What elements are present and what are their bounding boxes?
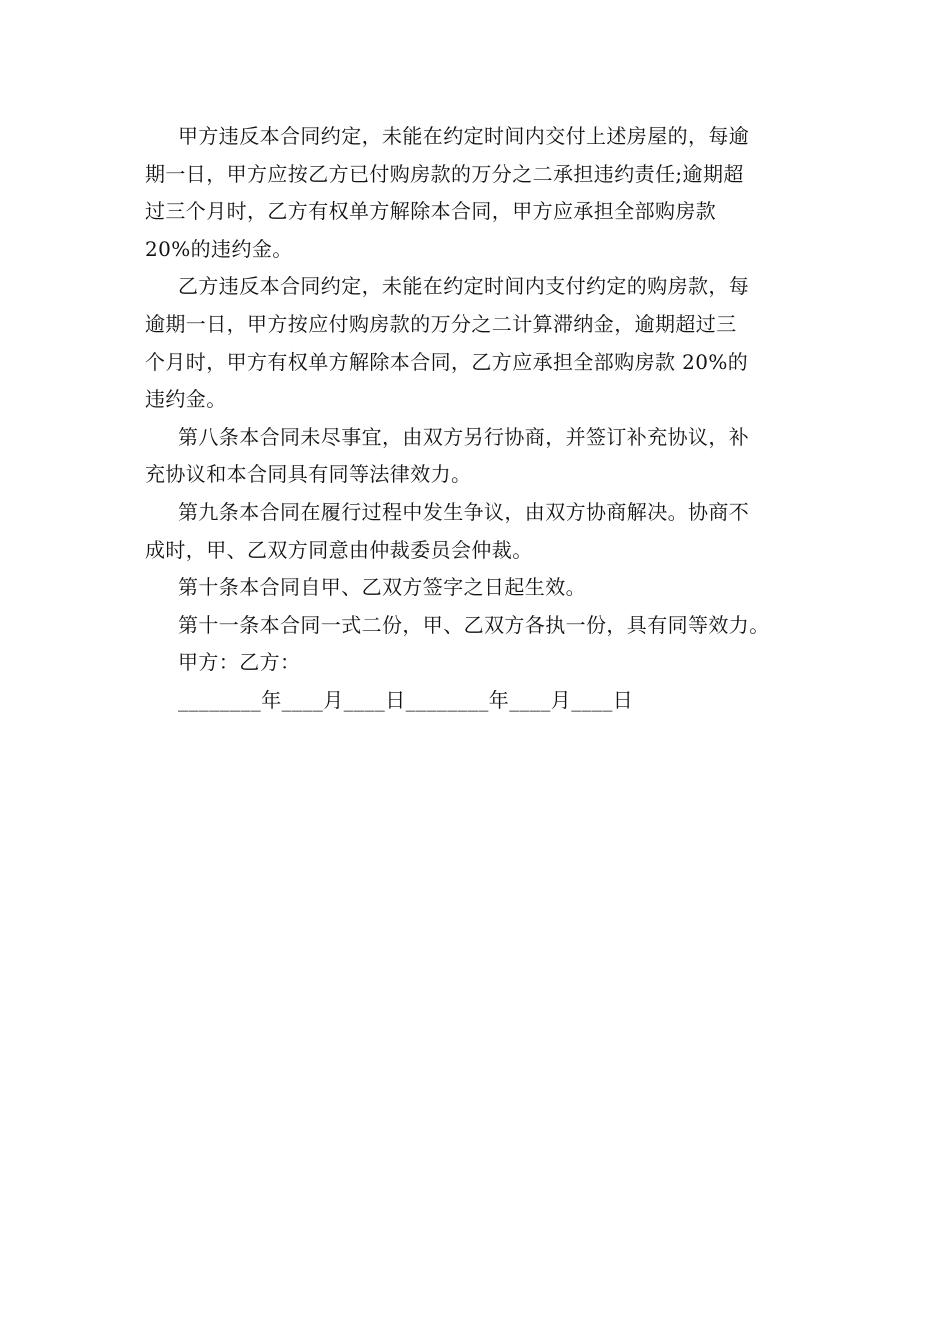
paragraph-line: 成时，甲、乙双方同意由仲裁委员会仲裁。 [145,537,533,562]
paragraph-line: 乙方违反本合同约定，未能在约定时间内支付约定的购房款，每 [178,274,750,299]
paragraph-line: 第十一条本合同一式二份，甲、乙双方各执一份，具有同等效力。 [178,612,770,637]
paragraph-line: 第九条本合同在履行过程中发生争议，由双方协商解决。协商不 [178,499,750,524]
paragraph-line: 过三个月时，乙方有权单方解除本合同，甲方应承担全部购房款 [145,199,717,224]
paragraph-line: 20%的违约金。 [145,236,293,261]
signature-date-line: ________年____月____日________年____月____日 [178,687,634,712]
paragraph-line: 违约金。 [145,387,227,412]
paragraph-line: 期一日，甲方应按乙方已付购房款的万分之二承担违约责任;逾期超 [145,161,744,186]
paragraph-line: 甲方违反本合同约定，未能在约定时间内交付上述房屋的，每逾 [178,124,750,148]
contract-text [145,118,835,720]
paragraph-line: 第八条本合同未尽事宜，由双方另行协商，并签订补充协议，补 [178,424,750,449]
paragraph-line: 第十条本合同自甲、乙双方签字之日起生效。 [178,575,586,600]
paragraph-line: 个月时，甲方有权单方解除本合同，乙方应承担全部购房款 20%的 [145,349,749,374]
paragraph-line: 逾期一日，甲方按应付购房款的万分之二计算滞纳金，逾期超过三 [145,311,737,336]
paragraph-line: 充协议和本合同具有同等法律效力。 [145,462,472,487]
signature-parties: 甲方：乙方： [178,650,301,675]
